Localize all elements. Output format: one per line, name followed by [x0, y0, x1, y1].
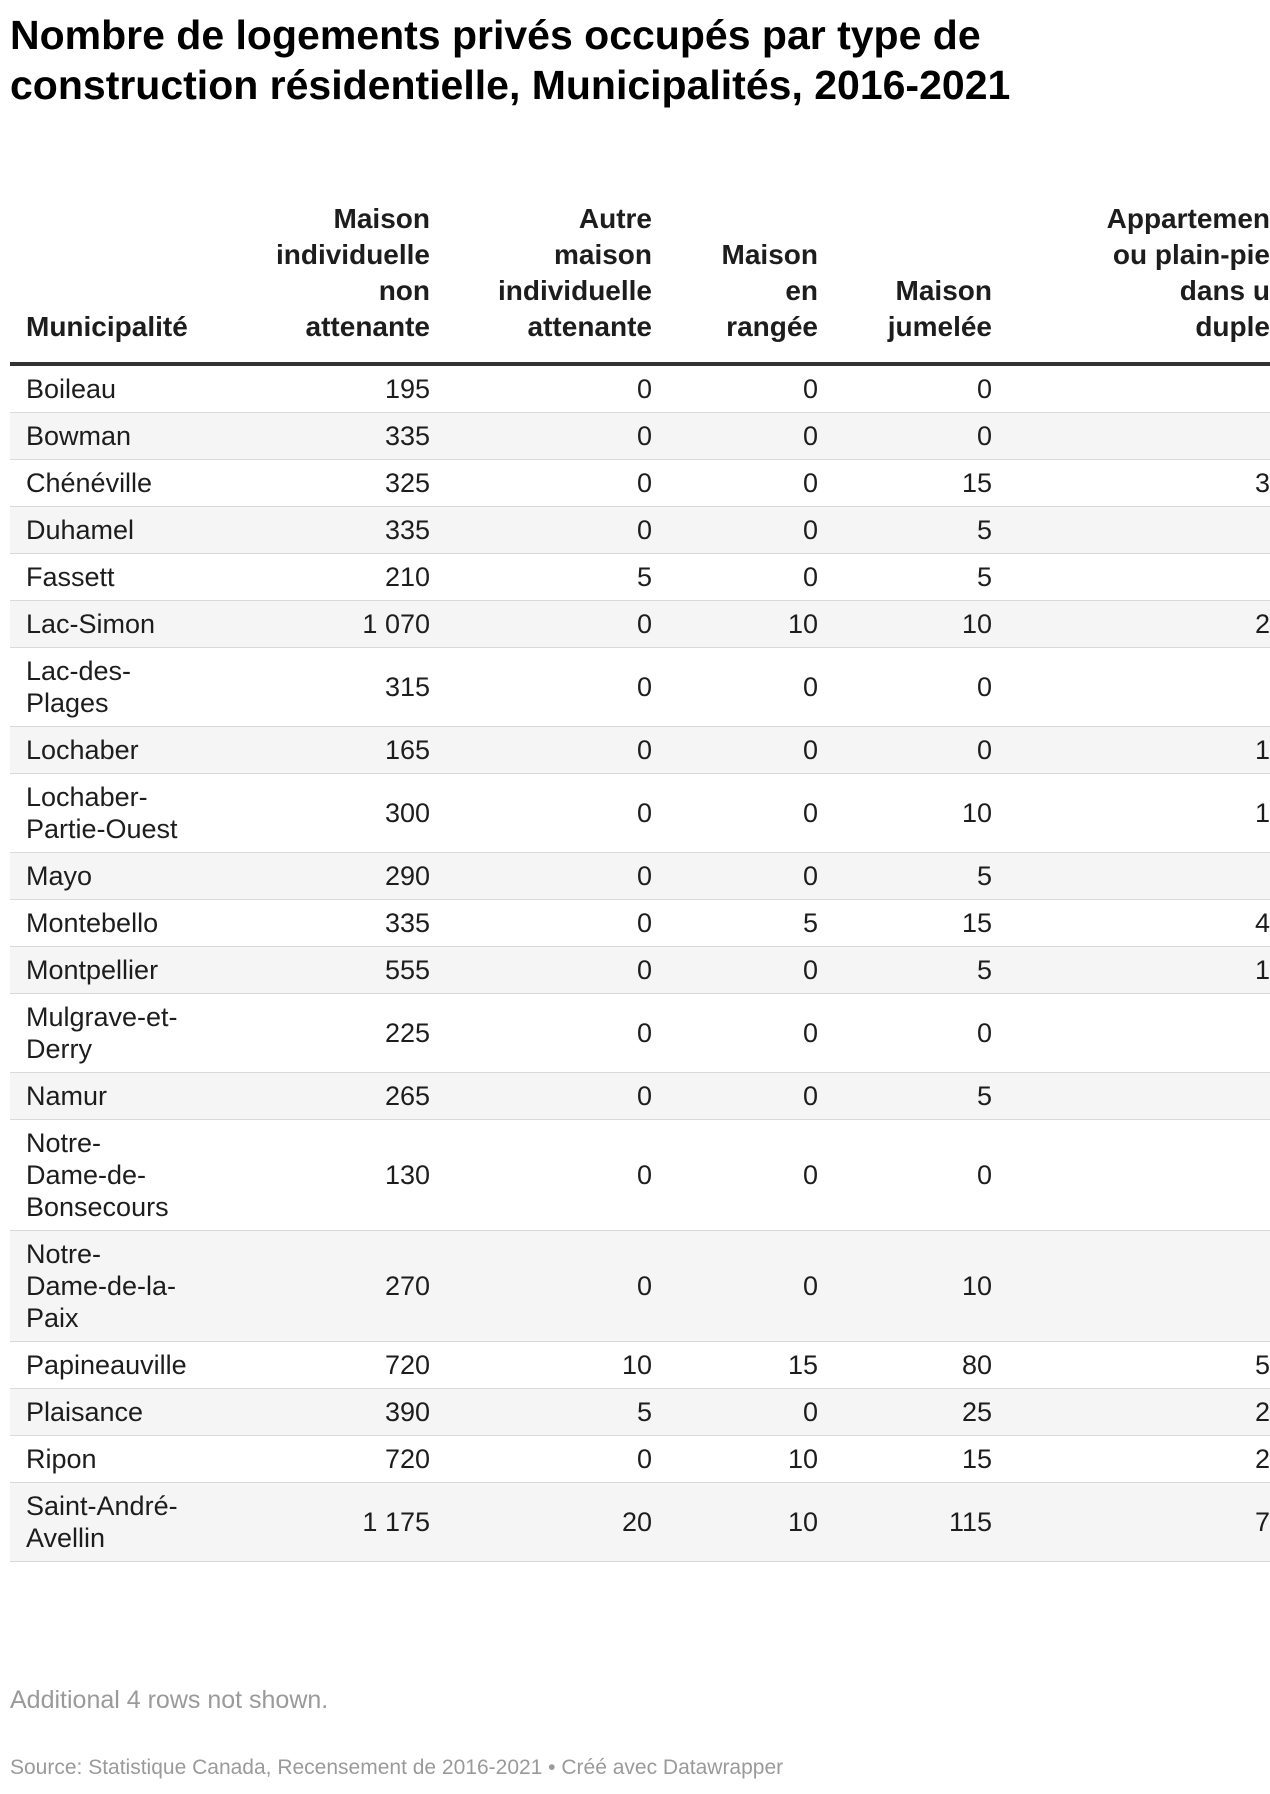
value-cell: 0	[818, 727, 992, 774]
value-cell: 5	[818, 507, 992, 554]
value-cell: 0	[652, 1073, 818, 1120]
table-row	[10, 460, 1270, 507]
value-cell: 130	[190, 1120, 430, 1231]
column-header-line: Maison	[333, 203, 430, 234]
value-cell: 325	[190, 460, 430, 507]
value-cell: 270	[190, 1231, 430, 1342]
column-header-line: attenante	[527, 311, 652, 342]
value-cell: 15	[818, 1436, 992, 1483]
table-row	[10, 727, 1270, 774]
value-cell	[992, 413, 1270, 460]
value-cell: 0	[652, 364, 818, 413]
column-header	[652, 198, 818, 364]
value-cell: 390	[190, 1389, 430, 1436]
value-cell: 0	[818, 1120, 992, 1231]
table-row	[10, 1436, 1270, 1483]
value-cell: 335	[190, 900, 430, 947]
table-row	[10, 1120, 1270, 1231]
value-cell: 0	[818, 364, 992, 413]
value-cell: 0	[430, 853, 652, 900]
municipality-cell: Lochaber-Partie-Ouest	[10, 774, 190, 853]
value-cell: 0	[430, 1436, 652, 1483]
value-cell: 165	[190, 727, 430, 774]
source-credit: Source: Statistique Canada, Recensement de 2016-2021 • Créé avec Datawrapper	[10, 1756, 784, 1779]
column-header-line: ou plain-pie	[1112, 239, 1270, 270]
table-row	[10, 853, 1270, 900]
table-row	[10, 601, 1270, 648]
value-cell: 0	[430, 1231, 652, 1342]
value-cell: 10	[652, 1436, 818, 1483]
value-cell: 0	[430, 507, 652, 554]
table-row	[10, 1231, 1270, 1342]
value-cell: 1	[992, 947, 1270, 994]
column-header-line: attenante	[305, 311, 430, 342]
column-header-line: dans u	[1179, 275, 1270, 306]
municipality-cell: Papineauville	[10, 1342, 190, 1389]
value-cell: 10	[652, 1483, 818, 1562]
value-cell: 5	[818, 554, 992, 601]
value-cell: 20	[430, 1483, 652, 1562]
table-row	[10, 1342, 1270, 1389]
value-cell: 0	[818, 648, 992, 727]
value-cell	[992, 364, 1270, 413]
value-cell: 2	[992, 601, 1270, 648]
table-row	[10, 507, 1270, 554]
municipality-cell: Mulgrave-et-Derry	[10, 994, 190, 1073]
value-cell: 0	[652, 994, 818, 1073]
column-header-line: individuelle	[497, 275, 652, 306]
data-table-container	[10, 198, 1270, 1668]
municipality-cell: Saint-André-Avellin	[10, 1483, 190, 1562]
municipality-cell: Plaisance	[10, 1389, 190, 1436]
chart-title: Nombre de logements privés occupés par type de construction résidentielle, Municipalités, 2016-2021	[10, 12, 1011, 108]
value-cell	[992, 1073, 1270, 1120]
table-header-row	[10, 198, 1270, 364]
value-cell: 0	[430, 774, 652, 853]
value-cell: 720	[190, 1342, 430, 1389]
municipality-cell: Lac-des-Plages	[10, 648, 190, 727]
value-cell: 0	[652, 1389, 818, 1436]
column-header	[992, 198, 1270, 364]
value-cell: 290	[190, 853, 430, 900]
value-cell: 0	[430, 1120, 652, 1231]
value-cell: 300	[190, 774, 430, 853]
value-cell	[992, 1231, 1270, 1342]
table-row	[10, 947, 1270, 994]
value-cell: 1	[992, 774, 1270, 853]
value-cell: 5	[818, 853, 992, 900]
table-row	[10, 1073, 1270, 1120]
table-row	[10, 1389, 1270, 1436]
table-row	[10, 413, 1270, 460]
column-header-line: maison	[553, 239, 652, 270]
value-cell: 315	[190, 648, 430, 727]
value-cell: 7	[992, 1483, 1270, 1562]
value-cell: 10	[818, 774, 992, 853]
table-row	[10, 364, 1270, 413]
column-header-line: Municipalité	[26, 311, 188, 342]
table-row	[10, 648, 1270, 727]
rows-hidden-note: Additional 4 rows not shown.	[10, 1686, 329, 1714]
data-table	[10, 198, 1270, 1562]
value-cell: 210	[190, 554, 430, 601]
table-body	[10, 364, 1270, 1562]
value-cell: 15	[652, 1342, 818, 1389]
column-header-line: Appartemen	[1106, 203, 1270, 234]
value-cell: 225	[190, 994, 430, 1073]
column-header-line: Maison	[721, 239, 818, 270]
value-cell: 0	[652, 648, 818, 727]
table-row	[10, 900, 1270, 947]
value-cell: 555	[190, 947, 430, 994]
municipality-cell: Mayo	[10, 853, 190, 900]
value-cell: 5	[818, 1073, 992, 1120]
value-cell: 10	[818, 1231, 992, 1342]
column-header-line: duple	[1195, 311, 1270, 342]
value-cell: 115	[818, 1483, 992, 1562]
municipality-cell: Ripon	[10, 1436, 190, 1483]
value-cell: 5	[992, 1342, 1270, 1389]
column-header-line: non	[378, 275, 430, 306]
value-cell: 1 175	[190, 1483, 430, 1562]
column-header	[10, 198, 190, 364]
table-row	[10, 774, 1270, 853]
value-cell: 720	[190, 1436, 430, 1483]
table-row	[10, 554, 1270, 601]
value-cell: 0	[818, 994, 992, 1073]
value-cell: 10	[430, 1342, 652, 1389]
municipality-cell: Duhamel	[10, 507, 190, 554]
value-cell	[992, 507, 1270, 554]
value-cell: 0	[430, 947, 652, 994]
value-cell: 5	[818, 947, 992, 994]
column-header	[430, 198, 652, 364]
value-cell: 0	[652, 1120, 818, 1231]
column-header	[818, 198, 992, 364]
value-cell: 0	[430, 601, 652, 648]
value-cell: 5	[430, 554, 652, 601]
municipality-cell: Boileau	[10, 364, 190, 413]
municipality-cell: Namur	[10, 1073, 190, 1120]
value-cell: 80	[818, 1342, 992, 1389]
value-cell: 335	[190, 507, 430, 554]
value-cell: 15	[818, 900, 992, 947]
value-cell: 1	[992, 727, 1270, 774]
municipality-cell: Bowman	[10, 413, 190, 460]
value-cell: 0	[430, 413, 652, 460]
table-row	[10, 994, 1270, 1073]
value-cell: 2	[992, 1436, 1270, 1483]
column-header-line: en	[785, 275, 818, 306]
municipality-cell: Montpellier	[10, 947, 190, 994]
value-cell: 2	[992, 1389, 1270, 1436]
value-cell: 0	[430, 994, 652, 1073]
value-cell: 0	[652, 460, 818, 507]
value-cell: 0	[430, 727, 652, 774]
value-cell: 0	[652, 853, 818, 900]
value-cell: 10	[652, 601, 818, 648]
municipality-cell: Lac-Simon	[10, 601, 190, 648]
value-cell: 0	[430, 460, 652, 507]
municipality-cell: Lochaber	[10, 727, 190, 774]
value-cell	[992, 1120, 1270, 1231]
value-cell: 0	[652, 727, 818, 774]
municipality-cell: Montebello	[10, 900, 190, 947]
value-cell: 0	[652, 1231, 818, 1342]
value-cell: 0	[652, 413, 818, 460]
value-cell: 3	[992, 460, 1270, 507]
value-cell	[992, 994, 1270, 1073]
value-cell	[992, 554, 1270, 601]
table-row	[10, 1483, 1270, 1562]
municipality-cell: Fassett	[10, 554, 190, 601]
value-cell: 15	[818, 460, 992, 507]
value-cell: 25	[818, 1389, 992, 1436]
value-cell	[992, 648, 1270, 727]
column-header-line: jumelée	[887, 311, 992, 342]
value-cell	[992, 853, 1270, 900]
value-cell: 195	[190, 364, 430, 413]
value-cell: 0	[430, 648, 652, 727]
value-cell: 0	[818, 413, 992, 460]
column-header-line: rangée	[726, 311, 818, 342]
value-cell: 0	[430, 1073, 652, 1120]
value-cell: 0	[652, 554, 818, 601]
value-cell: 5	[430, 1389, 652, 1436]
value-cell: 1 070	[190, 601, 430, 648]
column-header-line: individuelle	[275, 239, 430, 270]
column-header	[190, 198, 430, 364]
municipality-cell: Chénéville	[10, 460, 190, 507]
value-cell: 265	[190, 1073, 430, 1120]
value-cell: 10	[818, 601, 992, 648]
column-header-line: Maison	[895, 275, 992, 306]
column-header-line: Autre	[578, 203, 652, 234]
municipality-cell: Notre-Dame-de-la-Paix	[10, 1231, 190, 1342]
value-cell: 4	[992, 900, 1270, 947]
value-cell: 0	[430, 900, 652, 947]
value-cell: 0	[430, 364, 652, 413]
value-cell: 335	[190, 413, 430, 460]
value-cell: 0	[652, 507, 818, 554]
value-cell: 0	[652, 774, 818, 853]
municipality-cell: Notre-Dame-de-Bonsecours	[10, 1120, 190, 1231]
value-cell: 5	[652, 900, 818, 947]
value-cell: 0	[652, 947, 818, 994]
